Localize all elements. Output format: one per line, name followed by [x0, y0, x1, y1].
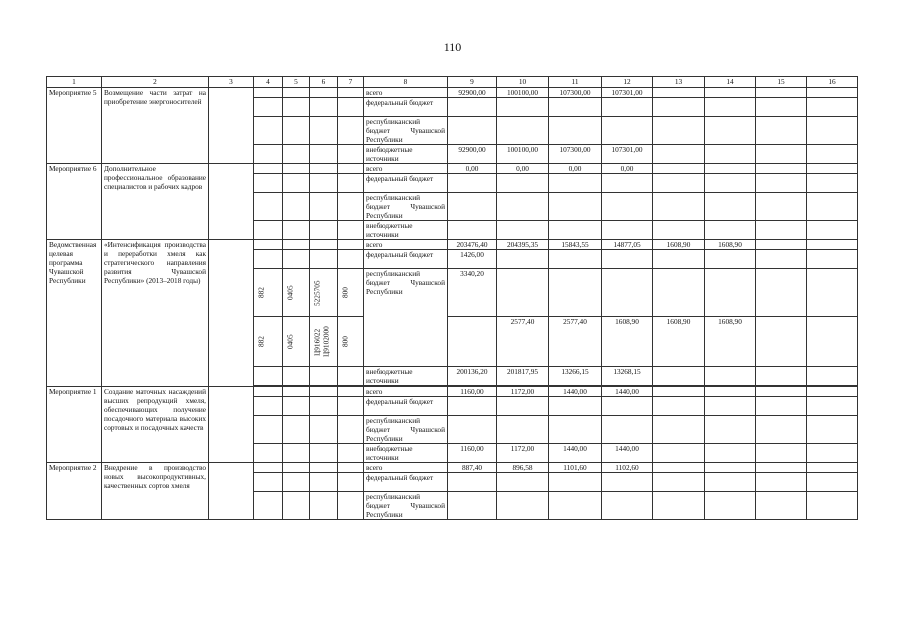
- col-header: 1: [47, 77, 102, 88]
- col-header: 9: [448, 77, 497, 88]
- table-row: [47, 164, 858, 174]
- value-cell: 1608,90: [653, 317, 705, 367]
- value-cell: 92900,00: [448, 145, 497, 164]
- activity-name: Мероприятие 1: [47, 387, 102, 463]
- value-cell: 1160,00: [448, 444, 497, 463]
- source-label: внебюджетные источники: [364, 444, 448, 463]
- col-header: 8: [364, 77, 448, 88]
- source-label: федеральный бюджет: [364, 98, 448, 117]
- source-label: всего: [364, 88, 448, 98]
- col-header: 13: [653, 77, 705, 88]
- value-cell: 100100,00: [497, 145, 549, 164]
- value-cell: 1172,00: [497, 444, 549, 463]
- source-label: республиканский бюджет Чувашской Республики: [364, 193, 448, 221]
- code-cell: 882: [254, 317, 283, 367]
- activity-description: Дополнительное профессиональное образование специалистов и рабочих кадров: [102, 164, 209, 240]
- value-cell: 1160,00: [448, 387, 497, 397]
- activity-description: Создание маточных насаждений высших репродукций хмеля, обеспечивающих получение посадочного материала высоких сортовых и посадочных качеств: [102, 387, 209, 463]
- source-label: всего: [364, 240, 448, 250]
- value-cell: 107301,00: [602, 88, 653, 98]
- value-cell: 1608,90: [705, 317, 756, 367]
- col-header: 2: [102, 77, 209, 88]
- col-header: 11: [549, 77, 602, 88]
- code-cell: Ц916022 Ц9102000: [310, 317, 338, 367]
- value-cell: 13268,15: [602, 367, 653, 386]
- value-cell: 1440,00: [602, 444, 653, 463]
- col-header: 5: [283, 77, 310, 88]
- source-label: республиканский бюджет Чувашской Республики: [364, 416, 448, 444]
- budget-table: [46, 76, 858, 520]
- source-label: республиканский бюджет Чувашской Республики: [364, 492, 448, 520]
- col-header: 14: [705, 77, 756, 88]
- table-row: [47, 88, 858, 98]
- value-cell: 100100,00: [497, 88, 549, 98]
- value-cell: 15843,55: [549, 240, 602, 250]
- source-label: всего: [364, 463, 448, 473]
- value-cell: 1440,00: [549, 444, 602, 463]
- source-label: внебюджетные источники: [364, 221, 448, 240]
- activity-name: Мероприятие 2: [47, 463, 102, 520]
- value-cell: 0,00: [549, 164, 602, 174]
- value-cell: 92900,00: [448, 88, 497, 98]
- value-cell: 0,00: [448, 164, 497, 174]
- value-cell: 0,00: [497, 164, 549, 174]
- value-cell: 1172,00: [497, 387, 549, 397]
- value-cell: 1101,60: [549, 463, 602, 473]
- source-label: республиканский бюджет Чувашской Республики: [364, 269, 448, 367]
- col-header: 10: [497, 77, 549, 88]
- source-label: всего: [364, 164, 448, 174]
- value-cell: 14877,05: [602, 240, 653, 250]
- code-cell: 0405: [283, 269, 310, 317]
- source-label: федеральный бюджет: [364, 473, 448, 492]
- source-label: федеральный бюджет: [364, 250, 448, 269]
- value-cell: 203476,40: [448, 240, 497, 250]
- code-cell: 0405: [283, 317, 310, 367]
- source-label: федеральный бюджет: [364, 174, 448, 193]
- value-cell: 201817,95: [497, 367, 549, 386]
- source-label: внебюджетные источники: [364, 367, 448, 386]
- value-cell: 0,00: [602, 164, 653, 174]
- value-cell: 896,58: [497, 463, 549, 473]
- source-label: всего: [364, 387, 448, 397]
- code-cell: 800: [338, 317, 364, 367]
- value-cell: 1608,90: [705, 240, 756, 250]
- table-row: [47, 240, 858, 250]
- value-cell: 1608,90: [602, 317, 653, 367]
- activity-name: Мероприятие 5: [47, 88, 102, 164]
- value-cell: 107301,00: [602, 145, 653, 164]
- col-header: 7: [338, 77, 364, 88]
- value-cell: 1440,00: [549, 387, 602, 397]
- value-cell: 107300,00: [549, 88, 602, 98]
- code-cell: 800: [338, 269, 364, 317]
- program-description: «Интенсификация производства и переработки хмеля как стратегического направления развития Чувашской Республики» (2013–2018 годы): [102, 240, 209, 387]
- value-cell: 200136,20: [448, 367, 497, 386]
- value-cell: 13266,15: [549, 367, 602, 386]
- value-cell: 1102,60: [602, 463, 653, 473]
- value-cell: 2577,40: [549, 317, 602, 367]
- source-label: внебюджетные источники: [364, 145, 448, 164]
- col-header: 12: [602, 77, 653, 88]
- value-cell: 107300,00: [549, 145, 602, 164]
- col-header: 6: [310, 77, 338, 88]
- col-header: 4: [254, 77, 283, 88]
- table-row: [47, 387, 858, 397]
- col-header: 15: [756, 77, 807, 88]
- table-row: [47, 463, 858, 473]
- source-label: республиканский бюджет Чувашской Республики: [364, 117, 448, 145]
- code-cell: 882: [254, 269, 283, 317]
- value-cell: 1608,90: [653, 240, 705, 250]
- col-header: 16: [807, 77, 858, 88]
- value-cell: 2577,40: [497, 317, 549, 367]
- source-label: федеральный бюджет: [364, 397, 448, 416]
- activity-description: Внедрение в производство новых высокопродуктивных, качественных сортов хмеля: [102, 463, 209, 520]
- program-name: Ведомственная целевая программа Чувашской Республики: [47, 240, 102, 387]
- value-cell: 204395,35: [497, 240, 549, 250]
- page-number: 110: [443, 40, 462, 54]
- header-row: [47, 77, 858, 88]
- activity-name: Мероприятие 6: [47, 164, 102, 240]
- value-cell: 887,40: [448, 463, 497, 473]
- value-cell: 1426,00: [448, 250, 497, 269]
- value-cell: 3340,20: [448, 269, 497, 317]
- col-header: 3: [209, 77, 254, 88]
- activity-description: Возмещение части затрат на приобретение энергоносителей: [102, 88, 209, 164]
- value-cell: 1440,00: [602, 387, 653, 397]
- code-cell: 5225705: [310, 269, 338, 317]
